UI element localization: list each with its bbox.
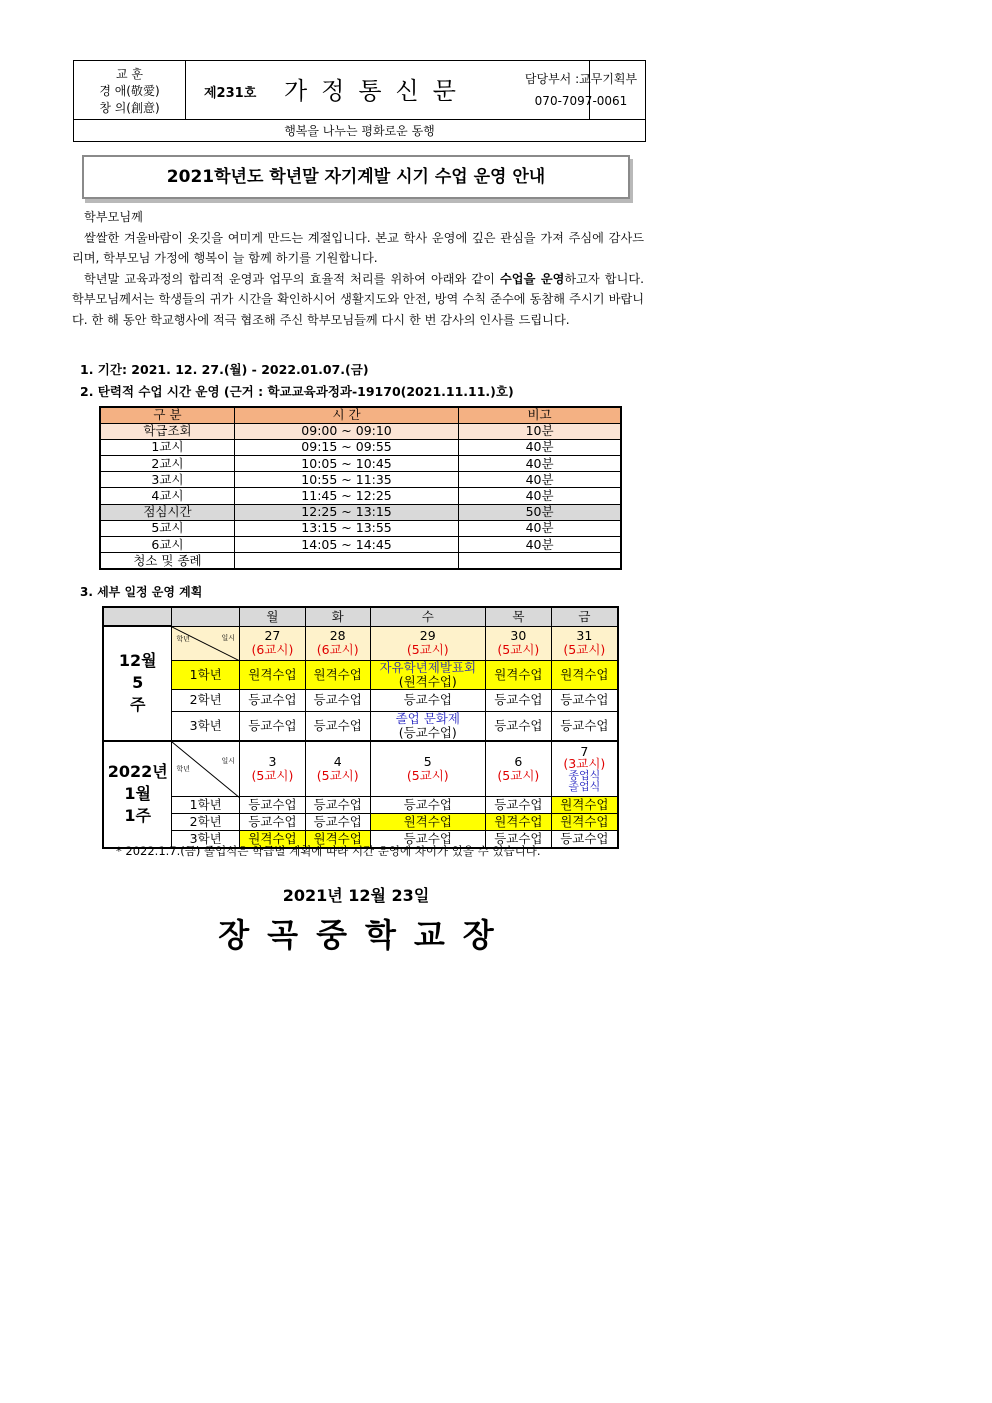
period-count: (6교시) [316,642,359,657]
class-mode-cell: 등교수업 [305,797,370,814]
class-mode-cell: 등교수업 [485,831,551,848]
period-time [234,553,458,569]
day-header: 금 [551,607,618,626]
date-number: 3 [268,753,277,769]
table-row [100,537,621,553]
period-time: 10:05 ~ 10:45 [234,456,458,472]
grade-label: 1학년 [172,797,240,814]
period-time: 09:15 ~ 09:55 [234,439,458,455]
period-count: (5교시) [497,642,540,657]
week2-label-month: 1월 [124,784,151,803]
grade-label: 2학년 [172,814,240,831]
blank-header [103,607,172,626]
motto-line-1: 경 애(敬愛) [99,84,160,98]
period-count: (6교시) [251,642,294,657]
diagonal-header-cell [172,626,240,660]
class-mode-cell: 원격수업 [305,831,370,848]
period-name: 5교시 [100,520,234,536]
week2-grade1-row [103,797,618,814]
col-header-category: 구 분 [100,407,234,423]
period-time: 13:15 ~ 13:55 [234,520,458,536]
date-cell [485,741,551,797]
class-mode-cell: 등교수업 [370,797,485,814]
week1-label [103,626,172,741]
event-graduation: 졸업식 [568,779,601,793]
week2-grade2-row [103,814,618,831]
class-mode-cell: 등교수업 [485,689,551,711]
period-name: 학급조회 [100,423,234,439]
period-count: (5교시) [406,642,449,657]
week2-label [103,741,172,848]
class-mode-cell: 등교수업 [485,797,551,814]
date-number: 5 [423,753,432,769]
class-mode-cell: 등교수업 [485,711,551,741]
date-cell [551,626,618,660]
date-number: 4 [333,753,342,769]
date-cell [305,741,370,797]
event-name: 자유학년제발표회 [379,659,477,675]
day-header: 수 [370,607,485,626]
section-2-flexible-time: 2. 탄력적 수업 시간 운영 (근거 : 학교교육과정과-19170(2021.11.11.)호) [80,384,514,399]
date-number: 27 [264,628,281,643]
col-header-note: 비고 [459,407,621,423]
date-cell [485,626,551,660]
day-header: 목 [485,607,551,626]
motto-line-2: 창 의(創意) [99,101,160,115]
period-name: 1교시 [100,439,234,455]
letter-greeting: 학부모님께 [84,210,143,224]
school-slogan: 행복을 나누는 평화로운 동행 [284,124,435,138]
letter-paragraph-2 [72,269,644,331]
week1-label-week: 주 [129,695,146,715]
graduation-note: * 2022.1.7.(금) 졸업식은 학급별 계획에 따라 시간 운영에 차이가 있을 수 있습니다. [116,844,541,858]
week1-label-number: 5 [132,673,144,693]
table-row [100,488,621,504]
period-duration: 50분 [459,504,621,520]
schedule-header-row [103,607,618,626]
letter-paragraph-1: 쌀쌀한 겨울바람이 옷깃을 여미게 만드는 계절입니다. 본교 학사 운영에 깊은 관심을 가져 주심에 감사드리며, 학부모님 가정에 행복이 늘 함께 하기를 기원합니다. [72,230,644,265]
department-phone: 070-7097-0061 [534,94,628,108]
class-mode-cell: 등교수업 [370,831,485,848]
period-time: 09:00 ~ 09:10 [234,423,458,439]
day-header: 월 [240,607,306,626]
date-number: 31 [576,628,593,643]
period-count: (5교시) [406,767,449,783]
period-time: 14:05 ~ 14:45 [234,537,458,553]
date-cell [305,626,370,660]
class-mode-cell: 원격수업 [240,831,306,848]
week2-label-year: 2022년 [107,762,168,781]
period-count: (5교시) [563,642,606,657]
event-name: 졸업 문화제 [395,710,460,726]
date-number: 6 [514,753,523,769]
event-closing-ceremony: 종업식 [568,768,601,782]
period-table-header [100,407,621,423]
letter-body [72,207,644,330]
grade-label: 1학년 [172,660,240,689]
period-time: 12:25 ~ 13:15 [234,504,458,520]
diag-label-date: 일시 [221,633,236,642]
table-row [100,472,621,488]
grade-label: 2학년 [172,689,240,711]
date-number: 30 [510,628,527,643]
week1-grade1-row [103,660,618,689]
date-cell [240,741,306,797]
date-cell [240,626,306,660]
date-cell [370,626,485,660]
period-duration [459,553,621,569]
letter-paragraph-2-end: 하고자 합니다. 학부모님께서는 학생들의 귀가 시간을 확인하시어 생활지도와 안전, 방역 수칙 준수에 동참해 주시기 바랍니다. 한 해 동안 학교행사에 적극 협조해 주신 학부모님들께 다시 한 번 감사의 인사를 드립니다. [72,271,644,327]
class-mode-cell: 등교수업 [551,689,618,711]
department-info [516,68,646,112]
period-duration: 40분 [459,439,621,455]
issue-date: 2021년 12월 23일 [282,886,430,905]
class-mode-cell: 등교수업 [240,814,306,831]
week1-label-month: 12월 [118,651,157,671]
class-mode-cell: 원격수업 [551,660,618,689]
diag-label-date: 일시 [221,756,236,765]
period-timetable [99,406,622,570]
period-time: 11:45 ~ 12:25 [234,488,458,504]
issue-title: 가정통신문 [284,77,470,105]
week2-date-row [103,741,618,797]
notice-title-banner: 2021학년도 학년말 자기계발 시기 수업 운영 안내 [82,155,630,199]
event-sub: (등교수업) [398,724,457,740]
principal-signature: 장곡중학교장 [218,916,512,954]
period-count: (5교시) [251,767,294,783]
blank-header [172,607,240,626]
week1-date-row [103,626,618,660]
week1-grade3-row [103,711,618,741]
period-duration: 40분 [459,472,621,488]
period-name: 2교시 [100,456,234,472]
class-mode-cell: 원격수업 [551,797,618,814]
week2-label-week: 1주 [124,806,151,825]
class-mode-cell: 원격수업 [485,814,551,831]
grade-label: 3학년 [172,711,240,741]
issue-number: 제231호 [204,86,257,101]
class-mode-cell: 등교수업 [370,689,485,711]
class-mode-cell: 원격수업 [305,660,370,689]
diag-label-grade: 학년 [176,634,190,643]
class-mode-cell: 원격수업 [551,814,618,831]
period-duration: 10분 [459,423,621,439]
period-name: 4교시 [100,488,234,504]
section-3-schedule: 3. 세부 일정 운영 계획 [80,585,203,599]
class-mode-cell: 등교수업 [240,711,306,741]
grade-label: 3학년 [172,831,240,848]
period-count: (5교시) [497,767,540,783]
class-mode-cell [370,711,485,741]
period-duration: 40분 [459,520,621,536]
date-cell [370,741,485,797]
col-header-time: 시 간 [234,407,458,423]
period-duration: 40분 [459,537,621,553]
class-mode-cell [370,660,485,689]
date-number: 28 [329,628,346,643]
class-mode-cell: 원격수업 [485,660,551,689]
class-mode-cell: 등교수업 [551,831,618,848]
table-row [100,456,621,472]
date-number: 7 [580,743,589,759]
letter-paragraph-2-start: 학년말 교육과정의 합리적 운영과 업무의 효율적 처리를 위하여 아래와 같이 [84,271,501,286]
table-row [100,439,621,455]
class-mode-cell: 등교수업 [240,689,306,711]
date-cell [551,741,618,797]
letter-paragraph-2-emphasis: 수업을 운영 [500,271,565,286]
period-count: (3교시) [563,755,606,771]
section-1-period: 1. 기간: 2021. 12. 27.(월) - 2022.01.07.(금) [80,362,369,377]
class-mode-cell: 등교수업 [551,711,618,741]
school-motto [74,61,186,120]
period-duration: 40분 [459,456,621,472]
table-row [100,553,621,569]
period-name: 청소 및 종례 [100,553,234,569]
period-name: 점심시간 [100,504,234,520]
class-mode-cell: 원격수업 [240,660,306,689]
class-mode-cell: 등교수업 [305,711,370,741]
weekly-schedule-table [102,606,619,849]
day-header: 화 [305,607,370,626]
class-mode-cell: 등교수업 [240,797,306,814]
class-mode-cell: 등교수업 [305,689,370,711]
table-row [100,520,621,536]
period-duration: 40분 [459,488,621,504]
department-name: 담당부서 :교무기획부 [524,72,638,86]
period-name: 3교시 [100,472,234,488]
date-number: 29 [419,628,436,643]
period-count: (5교시) [316,767,359,783]
class-mode-cell: 등교수업 [305,814,370,831]
motto-label: 교 훈 [116,67,143,81]
week1-grade2-row [103,689,618,711]
period-time: 10:55 ~ 11:35 [234,472,458,488]
class-mode-cell: 원격수업 [370,814,485,831]
diagonal-header-cell [172,741,240,797]
diag-label-grade: 학년 [176,765,190,773]
period-name: 6교시 [100,537,234,553]
table-row [100,504,621,520]
event-sub: (원격수업) [398,673,457,689]
table-row [100,423,621,439]
